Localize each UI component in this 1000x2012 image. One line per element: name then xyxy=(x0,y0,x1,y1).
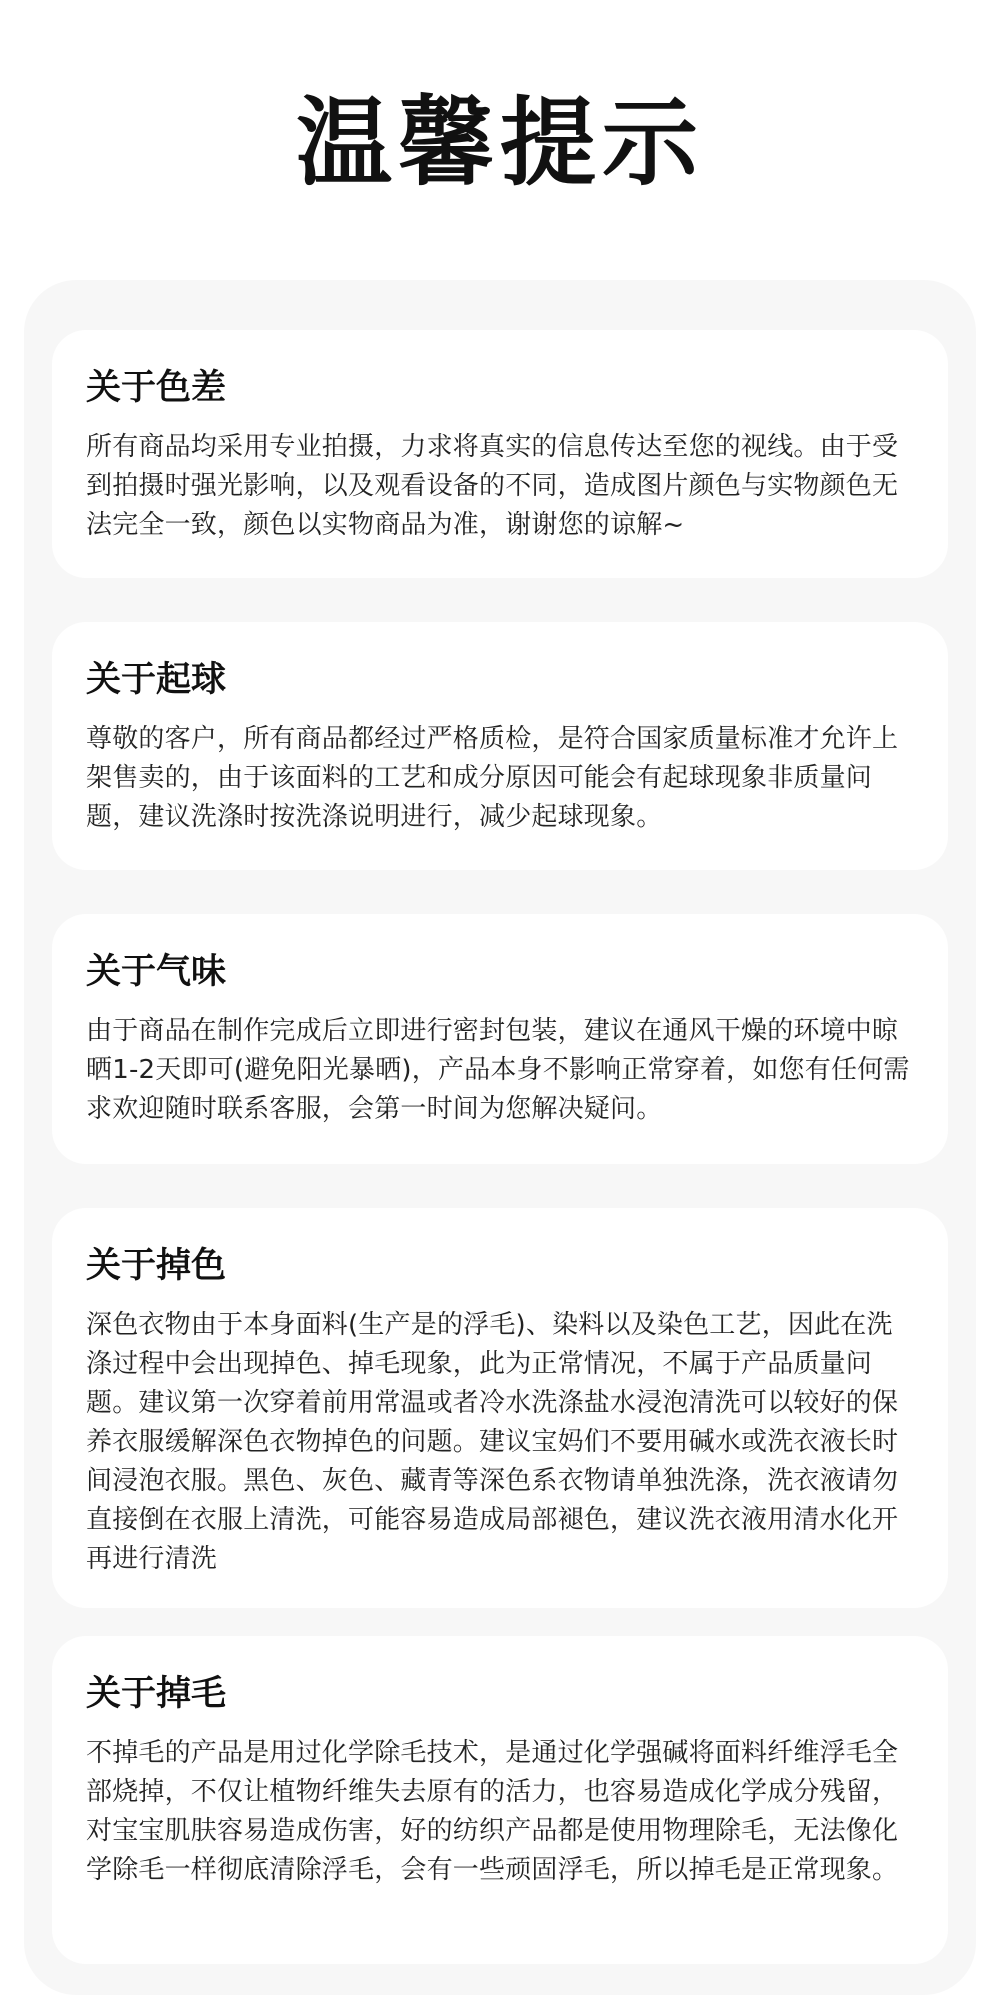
notice-title: 关于掉色 xyxy=(86,1246,227,1286)
notice-body: 不掉毛的产品是用过化学除毛技术，是通过化学强碱将面料纤维浮毛全部烧掉，不仅让植物纤维失去原有的活力，也容易造成化学成分残留，对宝宝肌肤容易造成伤害，好的纺织产品都是使用物理除毛，无法像化学除毛一样彻底清除浮毛，会有一些顽固浮毛，所以掉毛是正常现象。 xyxy=(86,1738,899,1885)
notice-body: 由于商品在制作完成后立即进行密封包装，建议在通风干燥的环境中晾晒1-2天即可(避免阳光暴晒)，产品本身不影响正常穿着，如您有任何需求欢迎随时联系客服，会第一时间为您解决疑问。 xyxy=(86,1016,910,1124)
notice-title: 关于掉毛 xyxy=(86,1674,227,1714)
notice-title: 关于色差 xyxy=(86,368,227,408)
notice-card-color-fading xyxy=(52,1208,948,1608)
notice-card-odor xyxy=(52,914,948,1164)
notice-card-color-difference xyxy=(52,330,948,578)
notice-body: 尊敬的客户，所有商品都经过严格质检，是符合国家质量标准才允许上架售卖的，由于该面料的工艺和成分原因可能会有起球现象非质量问题，建议洗涤时按洗涤说明进行，减少起球现象。 xyxy=(86,724,899,832)
page-title: 温馨提示 xyxy=(296,87,704,199)
notice-card-pilling xyxy=(52,622,948,870)
notice-body: 深色衣物由于本身面料(生产是的浮毛)、染料以及染色工艺，因此在洗涤过程中会出现掉色、掉毛现象，此为正常情况，不属于产品质量问题。建议第一次穿着前用常温或者冷水洗涤盐水浸泡清洗可以较好的保养衣服缓解深色衣物掉色的问题。建议宝妈们不要用碱水或洗衣液长时间浸泡衣服。黑色、灰色、藏青等深色系衣物请单独洗涤，洗衣液请勿直接倒在衣服上清洗，可能容易造成局部褪色，建议洗衣液用清水化开再进行清洗 xyxy=(86,1310,899,1574)
notice-title: 关于起球 xyxy=(86,660,227,700)
notice-title: 关于气味 xyxy=(86,952,227,992)
notice-card-shedding xyxy=(52,1636,948,1964)
notice-body: 所有商品均采用专业拍摄，力求将真实的信息传达至您的视线。由于受到拍摄时强光影响，以及观看设备的不同，造成图片颜色与实物颜色无法完全一致，颜色以实物商品为准，谢谢您的谅解~ xyxy=(86,432,899,540)
